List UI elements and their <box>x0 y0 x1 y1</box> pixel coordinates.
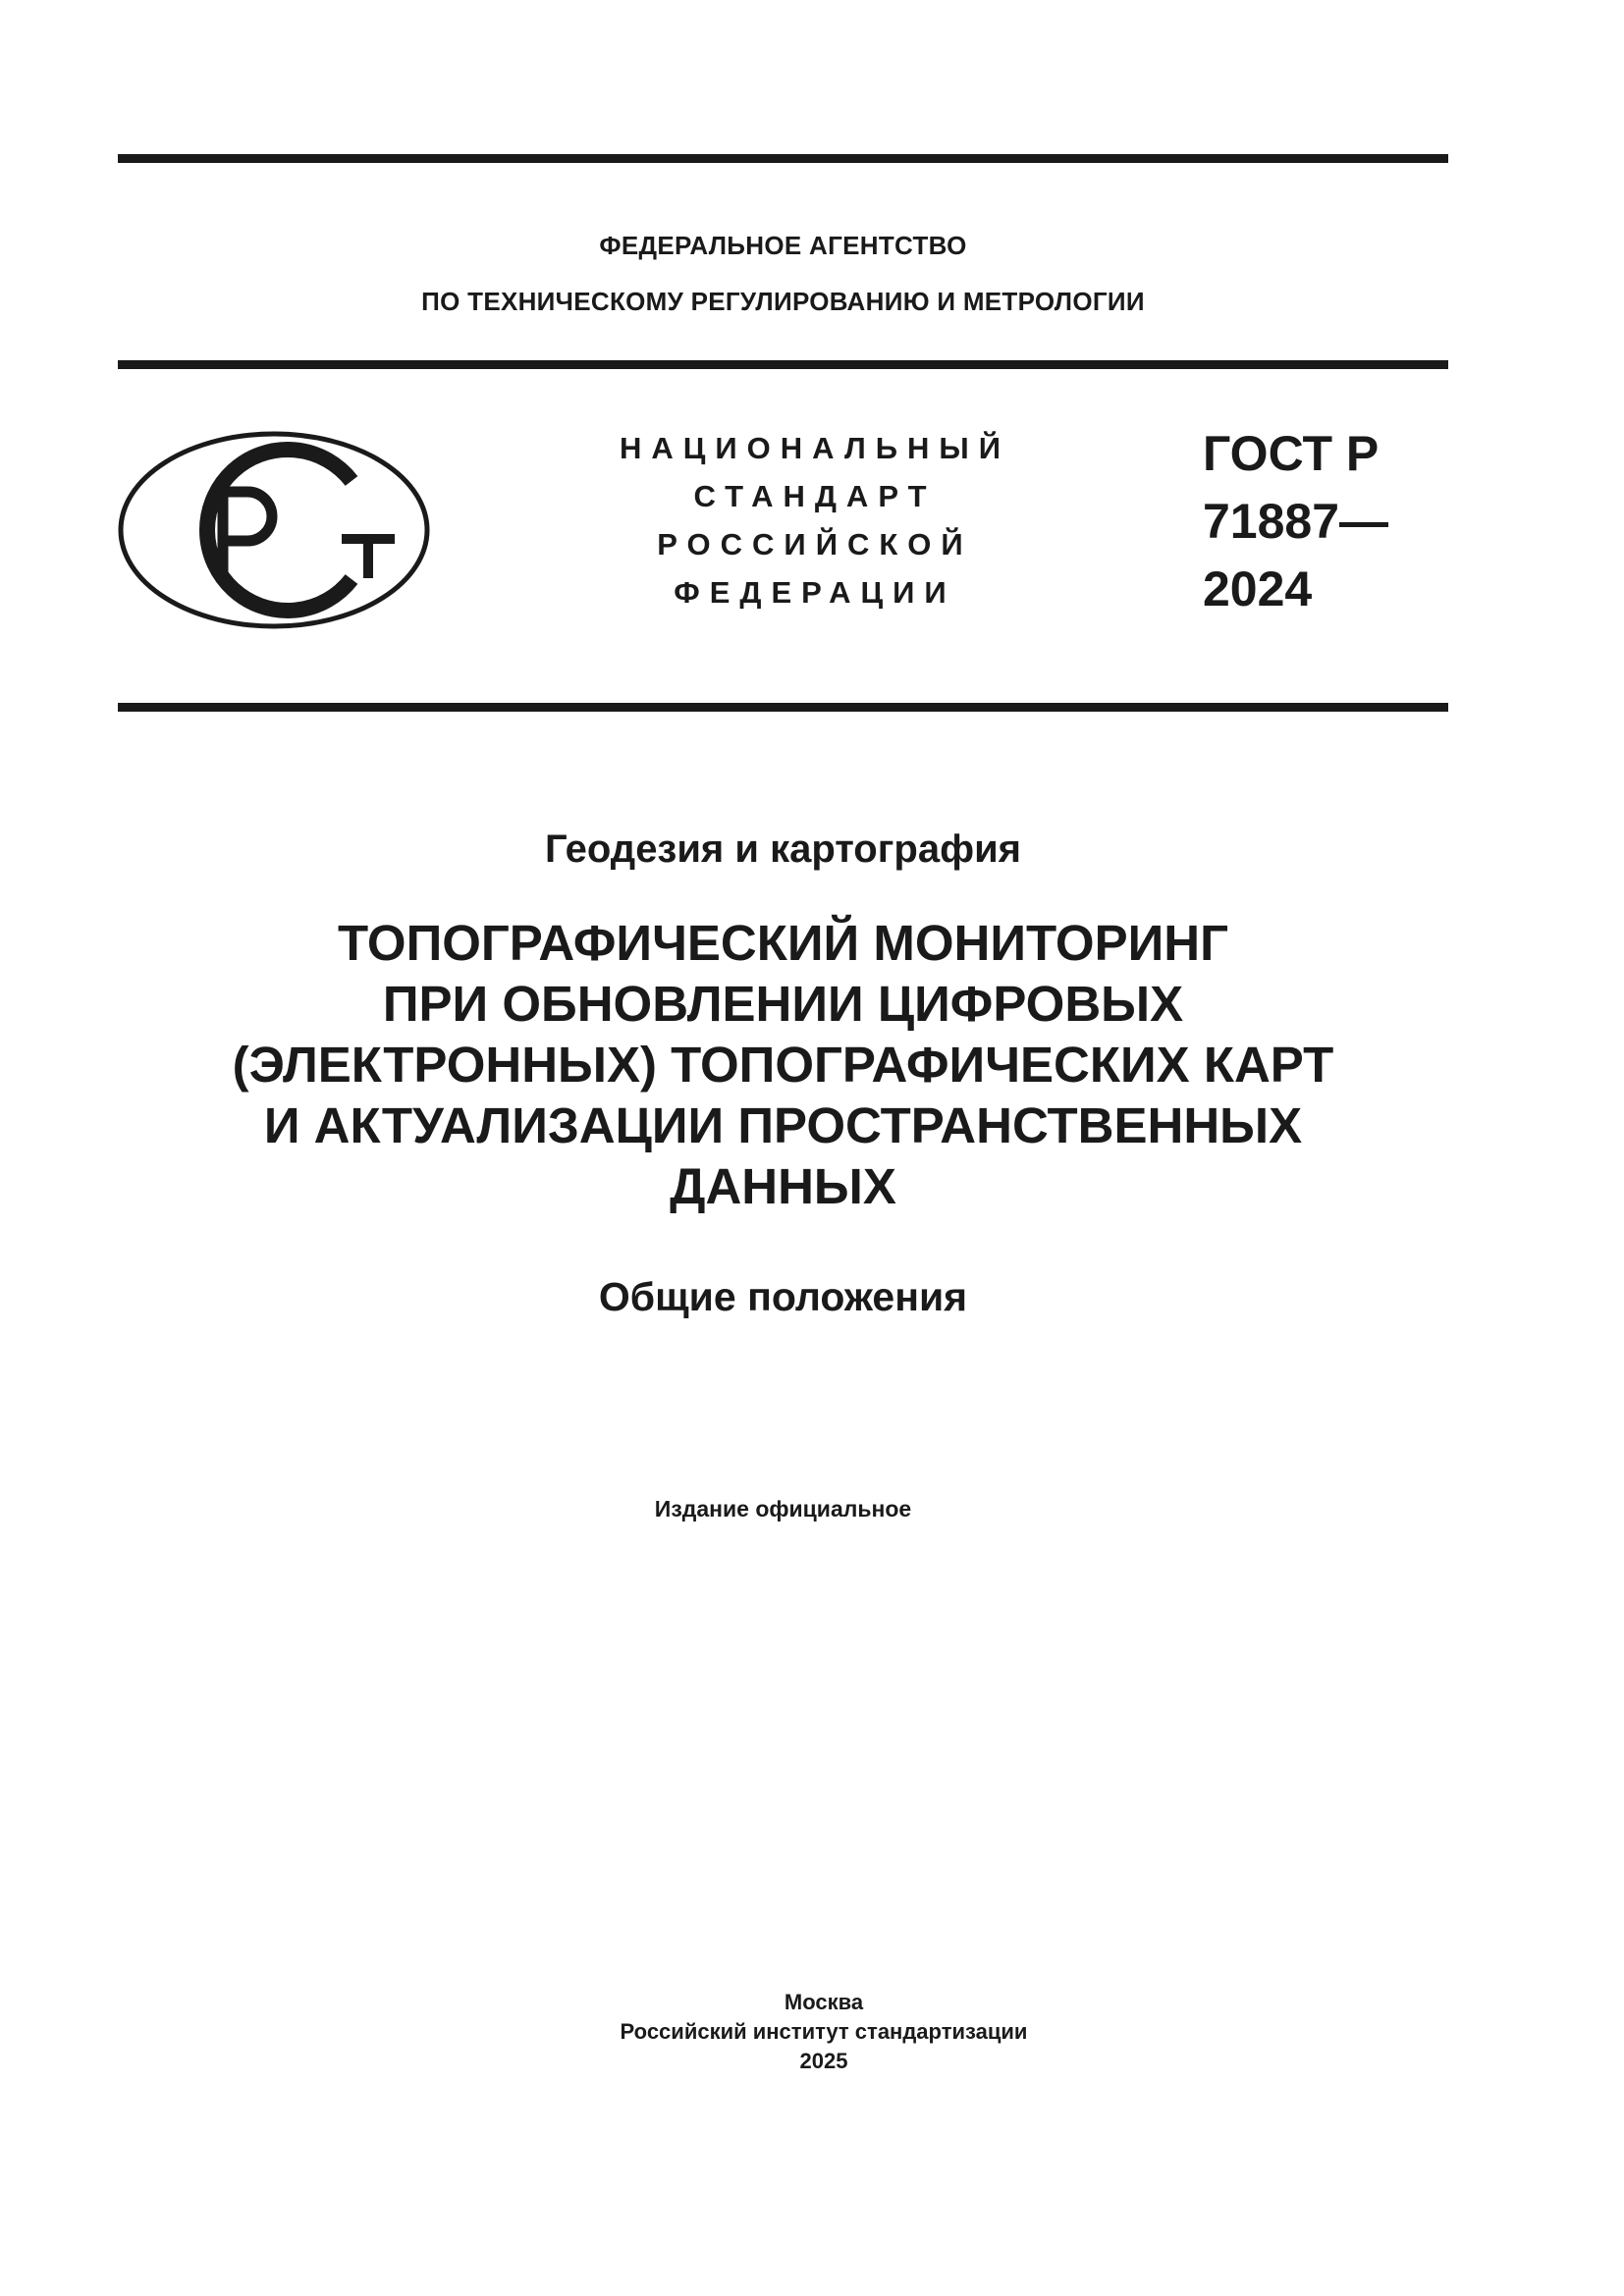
title-line-2: ПРИ ОБНОВЛЕНИИ ЦИФРОВЫХ <box>382 976 1184 1032</box>
subject-area: Геодезия и картография <box>545 828 1021 871</box>
standard-type-line-3: РОССИЙСКОЙ <box>657 527 973 561</box>
imprint-publisher: Российский институт стандартизации <box>620 2019 1028 2044</box>
middle-divider <box>118 360 1448 369</box>
rst-logo-icon <box>118 431 430 629</box>
standard-type-line-2: СТАНДАРТ <box>693 479 937 513</box>
document-title <box>118 913 1448 1217</box>
title-line-5: ДАННЫХ <box>670 1158 896 1214</box>
designation-line-2: 71887— <box>1203 494 1389 549</box>
standard-type-line-4: ФЕДЕРАЦИИ <box>674 575 956 610</box>
agency-line-1: ФЕДЕРАЛЬНОЕ АГЕНТСТВО <box>599 231 967 260</box>
designation-line-3: 2024 <box>1203 561 1313 616</box>
title-line-4: И АКТУАЛИЗАЦИИ ПРОСТРАНСТВЕННЫХ <box>263 1097 1303 1153</box>
top-divider <box>118 154 1448 163</box>
standard-type <box>579 424 1051 616</box>
imprint-year: 2025 <box>799 2049 848 2073</box>
designation-line-1: ГОСТ Р <box>1203 426 1380 481</box>
imprint-city: Москва <box>784 1990 864 2014</box>
imprint <box>118 1988 1530 2076</box>
edition-note: Издание официальное <box>654 1496 912 1522</box>
agency-line-2: ПО ТЕХНИЧЕСКОМУ РЕГУЛИРОВАНИЮ И МЕТРОЛОГИИ <box>421 287 1145 316</box>
document-subtitle: Общие положения <box>598 1274 968 1319</box>
standard-designation <box>1203 420 1388 623</box>
title-line-3: (ЭЛЕКТРОННЫХ) ТОПОГРАФИЧЕСКИХ КАРТ <box>232 1037 1334 1093</box>
bottom-divider <box>118 703 1448 712</box>
agency-header <box>118 218 1448 330</box>
title-line-1: ТОПОГРАФИЧЕСКИЙ МОНИТОРИНГ <box>338 915 1228 971</box>
standard-type-line-1: НАЦИОНАЛЬНЫЙ <box>619 431 1011 465</box>
